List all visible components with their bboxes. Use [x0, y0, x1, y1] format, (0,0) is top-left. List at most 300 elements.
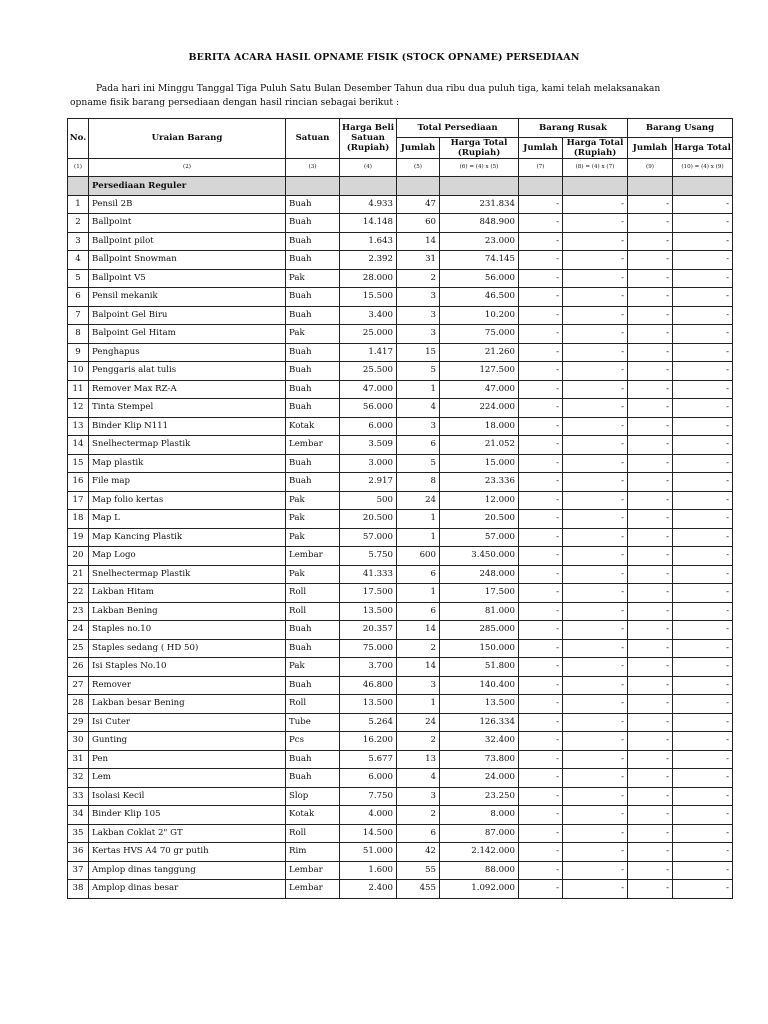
cell-harga-total: 74.145	[440, 251, 519, 270]
cell-jumlah: 1	[397, 528, 440, 547]
cell-no: 15	[68, 454, 89, 473]
cell-jumlah-usang: -	[628, 732, 673, 751]
cell-satuan: Buah	[286, 639, 340, 658]
section-cell	[440, 177, 519, 196]
intro-line-1: Pada hari ini Minggu Tanggal Tiga Puluh Satu Bulan Desember Tahun dua ribu dua puluh tiga, kami telah melaksanakan	[96, 83, 661, 94]
header-jumlah-usang: Jumlah	[628, 137, 673, 158]
document-title: BERITA ACARA HASIL OPNAME FISIK (STOCK OPNAME) PERSEDIAAN	[188, 52, 580, 63]
cell-harga-total-rusak: -	[563, 269, 628, 288]
table-row	[68, 584, 733, 603]
cell-jumlah: 6	[397, 824, 440, 843]
cell-harga-beli: 13.500	[340, 695, 397, 714]
intro-line-2: opname fisik barang persediaan dengan hasil rincian sebagai berikut :	[70, 97, 400, 108]
cell-harga-total: 47.000	[440, 380, 519, 399]
cell-harga-beli: 51.000	[340, 843, 397, 862]
cell-harga-beli: 28.000	[340, 269, 397, 288]
cell-harga-total-usang: -	[673, 861, 733, 880]
cell-harga-total: 848.900	[440, 214, 519, 233]
cell-no: 32	[68, 769, 89, 788]
cell-jumlah: 1	[397, 584, 440, 603]
table-row	[68, 565, 733, 584]
cell-harga-total-usang: -	[673, 362, 733, 381]
cell-jumlah: 24	[397, 713, 440, 732]
cell-uraian-barang: Ballpoint	[89, 214, 286, 233]
cell-jumlah-usang: -	[628, 880, 673, 899]
cell-harga-beli: 41.333	[340, 565, 397, 584]
table-row	[68, 621, 733, 640]
cell-harga-total-usang: -	[673, 528, 733, 547]
cell-no: 8	[68, 325, 89, 344]
cell-uraian-barang: Lakban Coklat 2" GT	[89, 824, 286, 843]
cell-jumlah: 5	[397, 362, 440, 381]
cell-harga-total: 285.000	[440, 621, 519, 640]
cell-harga-total-rusak: -	[563, 214, 628, 233]
cell-jumlah-usang: -	[628, 658, 673, 677]
cell-harga-total: 57.000	[440, 528, 519, 547]
header-harga-total-rusak: Harga Total (Rupiah)	[563, 137, 628, 158]
cell-harga-total-rusak: -	[563, 436, 628, 455]
cell-harga-total-rusak: -	[563, 732, 628, 751]
cell-jumlah-usang: -	[628, 473, 673, 492]
cell-harga-beli: 57.000	[340, 528, 397, 547]
cell-uraian-barang: Pen	[89, 750, 286, 769]
cell-harga-total-rusak: -	[563, 787, 628, 806]
cell-harga-total: 127.500	[440, 362, 519, 381]
cell-jumlah-usang: -	[628, 547, 673, 566]
cell-satuan: Pak	[286, 658, 340, 677]
table-row	[68, 269, 733, 288]
cell-no: 11	[68, 380, 89, 399]
cell-jumlah: 4	[397, 769, 440, 788]
cell-harga-beli: 46.800	[340, 676, 397, 695]
cell-uraian-barang: Lakban Bening	[89, 602, 286, 621]
table-row	[68, 473, 733, 492]
cell-jumlah-usang: -	[628, 584, 673, 603]
cell-no: 22	[68, 584, 89, 603]
table-row	[68, 417, 733, 436]
header-uraian-barang: Uraian Barang	[89, 119, 286, 159]
cell-satuan: Buah	[286, 380, 340, 399]
cell-jumlah-usang: -	[628, 843, 673, 862]
column-number: (9)	[628, 158, 673, 177]
cell-no: 10	[68, 362, 89, 381]
table-row	[68, 639, 733, 658]
cell-jumlah: 2	[397, 806, 440, 825]
section-cell	[563, 177, 628, 196]
column-number: (7)	[519, 158, 563, 177]
header-total-persediaan: Total Persediaan	[397, 119, 519, 138]
cell-harga-total-usang: -	[673, 658, 733, 677]
header-no: No.	[68, 119, 89, 159]
cell-jumlah-rusak: -	[519, 436, 563, 455]
table-row	[68, 399, 733, 418]
cell-uraian-barang: Map folio kertas	[89, 491, 286, 510]
cell-harga-total-rusak: -	[563, 621, 628, 640]
cell-harga-beli: 16.200	[340, 732, 397, 751]
table-row	[68, 306, 733, 325]
table-row	[68, 880, 733, 899]
cell-harga-total: 17.500	[440, 584, 519, 603]
column-number: (6) = (4) x (5)	[440, 158, 519, 177]
cell-no: 6	[68, 288, 89, 307]
cell-jumlah-usang: -	[628, 639, 673, 658]
cell-jumlah-usang: -	[628, 251, 673, 270]
table-row	[68, 713, 733, 732]
table-row	[68, 732, 733, 751]
table-row	[68, 491, 733, 510]
cell-harga-total: 46.500	[440, 288, 519, 307]
table-row	[68, 528, 733, 547]
cell-harga-total-usang: -	[673, 787, 733, 806]
cell-uraian-barang: Balpoint Gel Biru	[89, 306, 286, 325]
cell-harga-total: 75.000	[440, 325, 519, 344]
cell-harga-total-usang: -	[673, 232, 733, 251]
cell-harga-total-usang: -	[673, 547, 733, 566]
cell-jumlah-usang: -	[628, 750, 673, 769]
cell-uraian-barang: Remover	[89, 676, 286, 695]
cell-harga-beli: 14.148	[340, 214, 397, 233]
cell-no: 24	[68, 621, 89, 640]
cell-no: 13	[68, 417, 89, 436]
cell-harga-beli: 7.750	[340, 787, 397, 806]
cell-satuan: Pak	[286, 491, 340, 510]
cell-uraian-barang: Map L	[89, 510, 286, 529]
table-row	[68, 195, 733, 214]
table-row	[68, 547, 733, 566]
cell-uraian-barang: Map Logo	[89, 547, 286, 566]
cell-harga-total-rusak: -	[563, 676, 628, 695]
cell-harga-total-usang: -	[673, 510, 733, 529]
cell-uraian-barang: Penghapus	[89, 343, 286, 362]
cell-uraian-barang: Staples no.10	[89, 621, 286, 640]
cell-no: 9	[68, 343, 89, 362]
cell-satuan: Buah	[286, 306, 340, 325]
cell-harga-total: 15.000	[440, 454, 519, 473]
table-row	[68, 232, 733, 251]
cell-satuan: Pak	[286, 325, 340, 344]
cell-harga-beli: 3.509	[340, 436, 397, 455]
cell-jumlah: 6	[397, 602, 440, 621]
section-cell	[628, 177, 673, 196]
cell-uraian-barang: Isi Cuter	[89, 713, 286, 732]
cell-harga-total-usang: -	[673, 343, 733, 362]
cell-jumlah-rusak: -	[519, 195, 563, 214]
cell-jumlah-rusak: -	[519, 325, 563, 344]
cell-harga-total: 20.500	[440, 510, 519, 529]
cell-jumlah: 6	[397, 565, 440, 584]
cell-jumlah-rusak: -	[519, 288, 563, 307]
cell-jumlah-usang: -	[628, 621, 673, 640]
cell-satuan: Roll	[286, 824, 340, 843]
cell-jumlah: 3	[397, 787, 440, 806]
cell-harga-total-rusak: -	[563, 880, 628, 899]
cell-satuan: Lembar	[286, 880, 340, 899]
cell-harga-total-rusak: -	[563, 824, 628, 843]
cell-harga-beli: 20.357	[340, 621, 397, 640]
cell-no: 4	[68, 251, 89, 270]
cell-no: 30	[68, 732, 89, 751]
cell-harga-total: 10.200	[440, 306, 519, 325]
header-jumlah-rusak: Jumlah	[519, 137, 563, 158]
table-row	[68, 362, 733, 381]
cell-harga-total-usang: -	[673, 639, 733, 658]
cell-satuan: Buah	[286, 232, 340, 251]
cell-jumlah-rusak: -	[519, 713, 563, 732]
cell-jumlah-usang: -	[628, 676, 673, 695]
cell-harga-beli: 25.000	[340, 325, 397, 344]
cell-uraian-barang: Tinta Stempel	[89, 399, 286, 418]
cell-harga-total-rusak: -	[563, 584, 628, 603]
cell-harga-total-usang: -	[673, 325, 733, 344]
cell-harga-total-usang: -	[673, 695, 733, 714]
cell-jumlah: 600	[397, 547, 440, 566]
cell-jumlah-rusak: -	[519, 306, 563, 325]
cell-harga-total-usang: -	[673, 880, 733, 899]
cell-harga-beli: 500	[340, 491, 397, 510]
cell-jumlah-rusak: -	[519, 861, 563, 880]
cell-no: 37	[68, 861, 89, 880]
cell-harga-total-rusak: -	[563, 602, 628, 621]
cell-jumlah-rusak: -	[519, 602, 563, 621]
section-cell	[673, 177, 733, 196]
cell-uraian-barang: Balpoint Gel Hitam	[89, 325, 286, 344]
cell-harga-beli: 5.750	[340, 547, 397, 566]
cell-uraian-barang: Kertas HVS A4 70 gr putih	[89, 843, 286, 862]
cell-harga-total: 150.000	[440, 639, 519, 658]
cell-uraian-barang: Ballpoint pilot	[89, 232, 286, 251]
cell-harga-total: 12.000	[440, 491, 519, 510]
cell-harga-total-usang: -	[673, 306, 733, 325]
cell-harga-total-usang: -	[673, 214, 733, 233]
cell-harga-total-usang: -	[673, 750, 733, 769]
cell-jumlah: 3	[397, 325, 440, 344]
cell-harga-total-rusak: -	[563, 288, 628, 307]
table-row	[68, 288, 733, 307]
cell-jumlah-rusak: -	[519, 491, 563, 510]
cell-no: 1	[68, 195, 89, 214]
cell-harga-total-rusak: -	[563, 362, 628, 381]
cell-jumlah-rusak: -	[519, 621, 563, 640]
cell-no: 36	[68, 843, 89, 862]
table-row	[68, 861, 733, 880]
cell-jumlah-usang: -	[628, 713, 673, 732]
cell-jumlah: 1	[397, 695, 440, 714]
cell-jumlah: 14	[397, 621, 440, 640]
cell-no: 5	[68, 269, 89, 288]
table-row	[68, 676, 733, 695]
cell-harga-total: 1.092.000	[440, 880, 519, 899]
cell-harga-beli: 15.500	[340, 288, 397, 307]
cell-harga-total-rusak: -	[563, 454, 628, 473]
cell-jumlah: 14	[397, 658, 440, 677]
cell-jumlah: 31	[397, 251, 440, 270]
cell-jumlah-rusak: -	[519, 417, 563, 436]
cell-harga-beli: 1.643	[340, 232, 397, 251]
cell-harga-total-usang: -	[673, 713, 733, 732]
cell-no: 38	[68, 880, 89, 899]
cell-uraian-barang: Binder Klip N111	[89, 417, 286, 436]
cell-uraian-barang: Ballpoint V5	[89, 269, 286, 288]
cell-jumlah-usang: -	[628, 695, 673, 714]
cell-satuan: Buah	[286, 750, 340, 769]
cell-harga-total: 24.000	[440, 769, 519, 788]
table-row	[68, 436, 733, 455]
cell-harga-total-rusak: -	[563, 380, 628, 399]
cell-harga-total: 231.834	[440, 195, 519, 214]
cell-satuan: Roll	[286, 584, 340, 603]
cell-no: 34	[68, 806, 89, 825]
cell-satuan: Kotak	[286, 417, 340, 436]
cell-jumlah-usang: -	[628, 269, 673, 288]
cell-jumlah-rusak: -	[519, 510, 563, 529]
cell-jumlah-rusak: -	[519, 362, 563, 381]
cell-no: 14	[68, 436, 89, 455]
cell-harga-total-rusak: -	[563, 658, 628, 677]
cell-harga-beli: 47.000	[340, 380, 397, 399]
cell-satuan: Rim	[286, 843, 340, 862]
section-cell	[68, 177, 89, 196]
cell-jumlah: 5	[397, 454, 440, 473]
cell-jumlah: 2	[397, 732, 440, 751]
cell-harga-beli: 4.933	[340, 195, 397, 214]
cell-harga-total: 32.400	[440, 732, 519, 751]
cell-satuan: Buah	[286, 214, 340, 233]
cell-jumlah-rusak: -	[519, 232, 563, 251]
header-harga-beli: Harga Beli Satuan (Rupiah)	[340, 119, 397, 159]
column-number: (5)	[397, 158, 440, 177]
cell-uraian-barang: Lakban besar Bening	[89, 695, 286, 714]
stock-opname-table	[67, 118, 733, 899]
cell-jumlah-rusak: -	[519, 565, 563, 584]
cell-uraian-barang: Lem	[89, 769, 286, 788]
cell-no: 19	[68, 528, 89, 547]
cell-no: 29	[68, 713, 89, 732]
cell-jumlah: 47	[397, 195, 440, 214]
cell-jumlah-rusak: -	[519, 584, 563, 603]
cell-uraian-barang: Pensil mekanik	[89, 288, 286, 307]
cell-harga-beli: 6.000	[340, 417, 397, 436]
cell-harga-total-usang: -	[673, 473, 733, 492]
cell-harga-beli: 2.400	[340, 880, 397, 899]
cell-uraian-barang: Map Kancing Plastik	[89, 528, 286, 547]
cell-jumlah-rusak: -	[519, 454, 563, 473]
cell-no: 26	[68, 658, 89, 677]
cell-satuan: Buah	[286, 454, 340, 473]
cell-harga-beli: 2.917	[340, 473, 397, 492]
header-jumlah-persediaan: Jumlah	[397, 137, 440, 158]
cell-jumlah-rusak: -	[519, 658, 563, 677]
cell-jumlah: 455	[397, 880, 440, 899]
cell-no: 16	[68, 473, 89, 492]
cell-harga-beli: 4.000	[340, 806, 397, 825]
cell-harga-total: 248.000	[440, 565, 519, 584]
cell-jumlah-rusak: -	[519, 528, 563, 547]
table-row	[68, 325, 733, 344]
cell-satuan: Buah	[286, 195, 340, 214]
cell-harga-total-rusak: -	[563, 399, 628, 418]
cell-jumlah-usang: -	[628, 528, 673, 547]
cell-no: 12	[68, 399, 89, 418]
cell-harga-total: 224.000	[440, 399, 519, 418]
cell-satuan: Pak	[286, 565, 340, 584]
cell-no: 2	[68, 214, 89, 233]
cell-jumlah: 2	[397, 639, 440, 658]
cell-harga-total-rusak: -	[563, 510, 628, 529]
cell-jumlah-rusak: -	[519, 343, 563, 362]
cell-uraian-barang: Ballpoint Snowman	[89, 251, 286, 270]
cell-harga-total-usang: -	[673, 621, 733, 640]
cell-harga-total: 51.800	[440, 658, 519, 677]
cell-harga-total-rusak: -	[563, 528, 628, 547]
cell-jumlah: 15	[397, 343, 440, 362]
header-barang-rusak: Barang Rusak	[519, 119, 628, 138]
cell-harga-total-usang: -	[673, 806, 733, 825]
intro-paragraph	[70, 82, 670, 110]
table-row	[68, 695, 733, 714]
cell-jumlah-usang: -	[628, 343, 673, 362]
cell-uraian-barang: Binder Klip 105	[89, 806, 286, 825]
cell-harga-total-rusak: -	[563, 713, 628, 732]
cell-harga-total: 2.142.000	[440, 843, 519, 862]
cell-harga-total-usang: -	[673, 843, 733, 862]
cell-jumlah: 3	[397, 676, 440, 695]
cell-harga-total-usang: -	[673, 454, 733, 473]
cell-harga-total-rusak: -	[563, 325, 628, 344]
cell-uraian-barang: File map	[89, 473, 286, 492]
cell-uraian-barang: Penggaris alat tulis	[89, 362, 286, 381]
cell-harga-total: 56.000	[440, 269, 519, 288]
cell-harga-total-usang: -	[673, 436, 733, 455]
cell-jumlah: 1	[397, 380, 440, 399]
cell-harga-total-rusak: -	[563, 232, 628, 251]
cell-jumlah-usang: -	[628, 824, 673, 843]
cell-jumlah: 13	[397, 750, 440, 769]
column-number: (2)	[89, 158, 286, 177]
cell-harga-total: 73.800	[440, 750, 519, 769]
cell-satuan: Buah	[286, 399, 340, 418]
cell-jumlah: 3	[397, 306, 440, 325]
cell-harga-beli: 3.400	[340, 306, 397, 325]
cell-harga-beli: 5.264	[340, 713, 397, 732]
cell-harga-total-rusak: -	[563, 769, 628, 788]
cell-satuan: Buah	[286, 621, 340, 640]
cell-satuan: Pak	[286, 510, 340, 529]
cell-jumlah: 55	[397, 861, 440, 880]
cell-uraian-barang: Map plastik	[89, 454, 286, 473]
cell-jumlah-rusak: -	[519, 251, 563, 270]
header-harga-total-persediaan: Harga Total (Rupiah)	[440, 137, 519, 158]
cell-no: 7	[68, 306, 89, 325]
cell-harga-total-rusak: -	[563, 306, 628, 325]
cell-harga-total: 13.500	[440, 695, 519, 714]
table-row	[68, 806, 733, 825]
section-label: Persediaan Reguler	[89, 177, 286, 196]
cell-no: 28	[68, 695, 89, 714]
cell-harga-total-usang: -	[673, 584, 733, 603]
cell-jumlah-rusak: -	[519, 547, 563, 566]
cell-satuan: Lembar	[286, 547, 340, 566]
cell-harga-total: 23.336	[440, 473, 519, 492]
table-row	[68, 343, 733, 362]
table-row	[68, 214, 733, 233]
cell-satuan: Roll	[286, 602, 340, 621]
cell-harga-total: 87.000	[440, 824, 519, 843]
cell-harga-total-rusak: -	[563, 195, 628, 214]
cell-uraian-barang: Amplop dinas besar	[89, 880, 286, 899]
cell-harga-beli: 1.600	[340, 861, 397, 880]
cell-harga-total-usang: -	[673, 417, 733, 436]
cell-jumlah-usang: -	[628, 362, 673, 381]
